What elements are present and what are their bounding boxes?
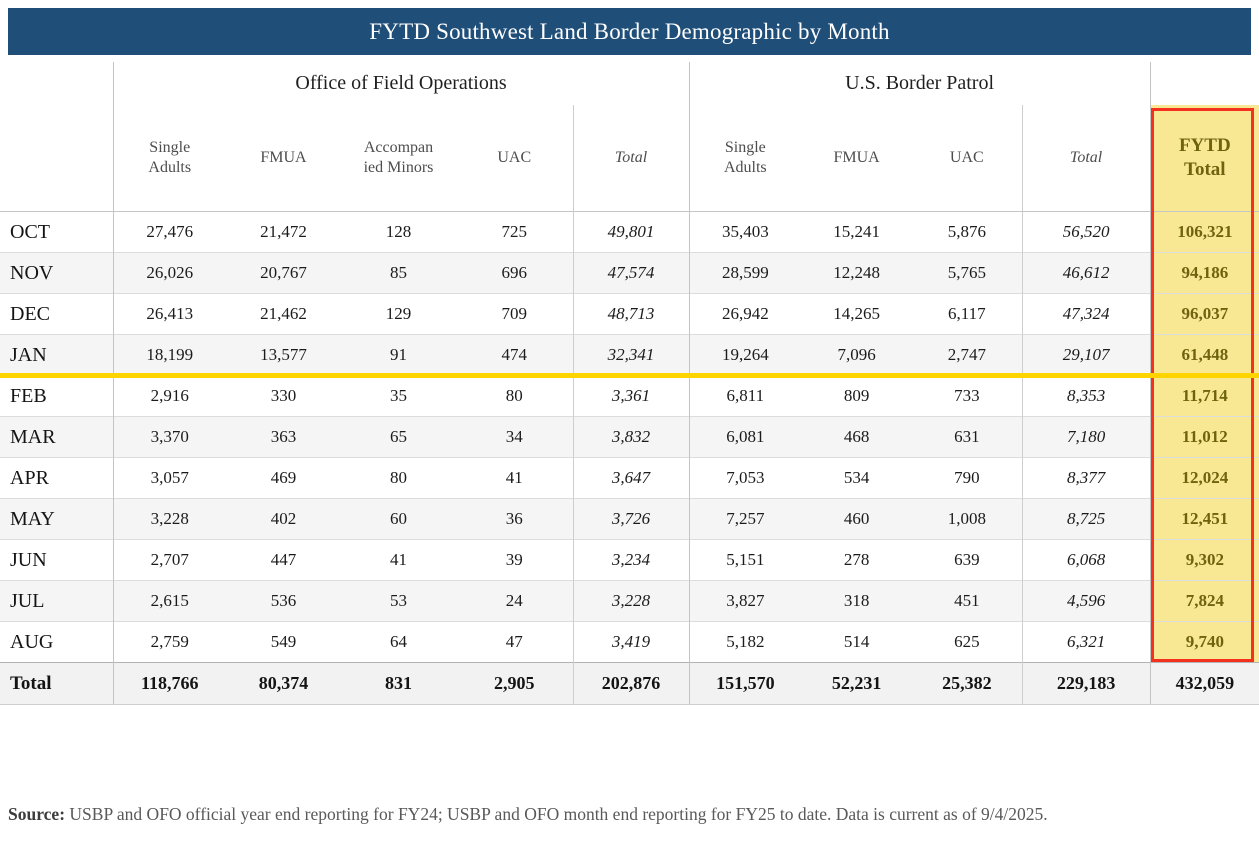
- cell-ofo-accompanied-minors: 53: [341, 581, 456, 622]
- cell-usbp-uac: 451: [912, 581, 1022, 622]
- table-footer: [0, 663, 1259, 705]
- cell-ofo-total: 47,574: [573, 253, 689, 294]
- total-cell: 202,876: [573, 663, 689, 705]
- month-label: DEC: [0, 294, 113, 335]
- cell-ofo-total: 3,234: [573, 540, 689, 581]
- total-row: [0, 663, 1259, 705]
- cell-fytd-total: 7,824: [1150, 581, 1259, 622]
- cell-ofo-total: 32,341: [573, 335, 689, 376]
- cell-ofo-fmua: 402: [226, 499, 341, 540]
- table-row: [0, 622, 1259, 663]
- total-cell: 229,183: [1022, 663, 1150, 705]
- total-cell-fytd: 432,059: [1150, 663, 1259, 705]
- total-cell: 118,766: [113, 663, 226, 705]
- cell-usbp-single-adults: 19,264: [689, 335, 801, 376]
- cell-usbp-total: 4,596: [1022, 581, 1150, 622]
- cell-ofo-uac: 36: [456, 499, 573, 540]
- cell-usbp-fmua: 468: [801, 417, 912, 458]
- table-row: [0, 253, 1259, 294]
- cell-ofo-uac: 696: [456, 253, 573, 294]
- cell-ofo-fmua: 549: [226, 622, 341, 663]
- col-header-ofo-single-adults: Single Adults: [113, 105, 226, 212]
- cell-usbp-single-adults: 5,151: [689, 540, 801, 581]
- cell-ofo-total: 3,419: [573, 622, 689, 663]
- cell-usbp-total: 8,725: [1022, 499, 1150, 540]
- cell-usbp-fmua: 14,265: [801, 294, 912, 335]
- corner-blank-cell: [0, 62, 113, 105]
- cell-usbp-uac: 6,117: [912, 294, 1022, 335]
- cell-ofo-single-adults: 3,228: [113, 499, 226, 540]
- cell-usbp-single-adults: 3,827: [689, 581, 801, 622]
- cell-ofo-single-adults: 3,370: [113, 417, 226, 458]
- col-header-ofo-fmua: FMUA: [226, 105, 341, 212]
- cell-ofo-accompanied-minors: 129: [341, 294, 456, 335]
- fytd-blank-cell: [1150, 62, 1259, 105]
- cell-usbp-total: 47,324: [1022, 294, 1150, 335]
- cell-usbp-uac: 5,765: [912, 253, 1022, 294]
- cell-usbp-fmua: 278: [801, 540, 912, 581]
- cell-usbp-uac: 631: [912, 417, 1022, 458]
- cell-ofo-accompanied-minors: 91: [341, 335, 456, 376]
- cell-usbp-fmua: 12,248: [801, 253, 912, 294]
- cell-ofo-uac: 24: [456, 581, 573, 622]
- total-cell: 151,570: [689, 663, 801, 705]
- cell-fytd-total: 94,186: [1150, 253, 1259, 294]
- cell-fytd-total: 96,037: [1150, 294, 1259, 335]
- cell-ofo-total: 3,832: [573, 417, 689, 458]
- month-label: MAY: [0, 499, 113, 540]
- table-row: [0, 540, 1259, 581]
- cell-ofo-total: 3,361: [573, 376, 689, 417]
- cell-usbp-total: 6,321: [1022, 622, 1150, 663]
- cell-usbp-fmua: 7,096: [801, 335, 912, 376]
- cell-ofo-uac: 725: [456, 212, 573, 253]
- cell-usbp-single-adults: 35,403: [689, 212, 801, 253]
- col-header-fytd-total: FYTD Total: [1150, 105, 1259, 212]
- column-header-row: [0, 105, 1259, 212]
- cell-usbp-uac: 790: [912, 458, 1022, 499]
- cell-usbp-total: 7,180: [1022, 417, 1150, 458]
- col-header-usbp-single-adults: Single Adults: [689, 105, 801, 212]
- table-row: [0, 335, 1259, 376]
- table-row: [0, 581, 1259, 622]
- total-row-label: Total: [0, 663, 113, 705]
- section-header-ofo: Office of Field Operations: [113, 62, 689, 105]
- source-text: USBP and OFO official year end reporting for FY24; USBP and OFO month end reporting for FY25 to date. Data is current as of 9/4/2025.: [65, 804, 1048, 824]
- total-cell: 80,374: [226, 663, 341, 705]
- month-label: JAN: [0, 335, 113, 376]
- cell-fytd-total: 61,448: [1150, 335, 1259, 376]
- table-title-bar: [8, 8, 1251, 55]
- demographics-table: [0, 62, 1259, 705]
- cell-fytd-total: 12,024: [1150, 458, 1259, 499]
- cell-usbp-fmua: 318: [801, 581, 912, 622]
- col-header-usbp-total: Total: [1022, 105, 1150, 212]
- cell-usbp-total: 8,377: [1022, 458, 1150, 499]
- cell-usbp-fmua: 514: [801, 622, 912, 663]
- section-header-row: [0, 62, 1259, 105]
- cell-ofo-single-adults: 27,476: [113, 212, 226, 253]
- cell-usbp-single-adults: 7,257: [689, 499, 801, 540]
- cell-ofo-single-adults: 2,759: [113, 622, 226, 663]
- col-header-ofo-uac: UAC: [456, 105, 573, 212]
- table-row: [0, 294, 1259, 335]
- cell-ofo-fmua: 21,462: [226, 294, 341, 335]
- source-label: Source:: [8, 804, 66, 824]
- total-cell: 52,231: [801, 663, 912, 705]
- cell-usbp-fmua: 15,241: [801, 212, 912, 253]
- table-header: [0, 62, 1259, 212]
- cell-usbp-total: 29,107: [1022, 335, 1150, 376]
- month-label: OCT: [0, 212, 113, 253]
- table-row: [0, 458, 1259, 499]
- cell-ofo-fmua: 469: [226, 458, 341, 499]
- cell-usbp-total: 6,068: [1022, 540, 1150, 581]
- cell-ofo-fmua: 21,472: [226, 212, 341, 253]
- cell-ofo-single-adults: 2,615: [113, 581, 226, 622]
- total-cell: 831: [341, 663, 456, 705]
- cell-usbp-fmua: 534: [801, 458, 912, 499]
- cell-ofo-accompanied-minors: 128: [341, 212, 456, 253]
- cell-ofo-accompanied-minors: 64: [341, 622, 456, 663]
- cell-usbp-fmua: 460: [801, 499, 912, 540]
- table-row: [0, 212, 1259, 253]
- cell-usbp-uac: 1,008: [912, 499, 1022, 540]
- cell-ofo-fmua: 20,767: [226, 253, 341, 294]
- cell-fytd-total: 12,451: [1150, 499, 1259, 540]
- cell-ofo-uac: 474: [456, 335, 573, 376]
- cell-usbp-single-adults: 28,599: [689, 253, 801, 294]
- total-cell: 2,905: [456, 663, 573, 705]
- cell-usbp-total: 56,520: [1022, 212, 1150, 253]
- cell-ofo-uac: 709: [456, 294, 573, 335]
- month-label: NOV: [0, 253, 113, 294]
- cell-ofo-uac: 34: [456, 417, 573, 458]
- cell-ofo-single-adults: 2,707: [113, 540, 226, 581]
- table-body: [0, 212, 1259, 663]
- cell-usbp-total: 46,612: [1022, 253, 1150, 294]
- cell-fytd-total: 106,321: [1150, 212, 1259, 253]
- cell-usbp-single-adults: 6,811: [689, 376, 801, 417]
- month-label: FEB: [0, 376, 113, 417]
- month-label: AUG: [0, 622, 113, 663]
- cell-ofo-single-adults: 26,413: [113, 294, 226, 335]
- cell-ofo-fmua: 536: [226, 581, 341, 622]
- cell-ofo-accompanied-minors: 85: [341, 253, 456, 294]
- month-label: MAR: [0, 417, 113, 458]
- month-label: JUL: [0, 581, 113, 622]
- month-label: JUN: [0, 540, 113, 581]
- table-row: [0, 499, 1259, 540]
- cell-ofo-fmua: 330: [226, 376, 341, 417]
- source-note: [8, 801, 1249, 828]
- cell-ofo-accompanied-minors: 60: [341, 499, 456, 540]
- col-header-usbp-uac: UAC: [912, 105, 1022, 212]
- table-row: [0, 376, 1259, 417]
- cell-ofo-total: 49,801: [573, 212, 689, 253]
- cell-usbp-uac: 5,876: [912, 212, 1022, 253]
- col-header-usbp-fmua: FMUA: [801, 105, 912, 212]
- cell-ofo-uac: 39: [456, 540, 573, 581]
- cell-ofo-fmua: 13,577: [226, 335, 341, 376]
- cell-usbp-fmua: 809: [801, 376, 912, 417]
- cell-usbp-total: 8,353: [1022, 376, 1150, 417]
- cell-usbp-uac: 2,747: [912, 335, 1022, 376]
- table-title: FYTD Southwest Land Border Demographic by Month: [369, 18, 890, 44]
- month-column-blank-cell: [0, 105, 113, 212]
- section-header-usbp: U.S. Border Patrol: [689, 62, 1150, 105]
- cell-ofo-single-adults: 2,916: [113, 376, 226, 417]
- cell-ofo-fmua: 363: [226, 417, 341, 458]
- cell-ofo-uac: 47: [456, 622, 573, 663]
- month-label: APR: [0, 458, 113, 499]
- cell-ofo-total: 3,647: [573, 458, 689, 499]
- table-row: [0, 417, 1259, 458]
- cell-ofo-accompanied-minors: 35: [341, 376, 456, 417]
- cell-ofo-fmua: 447: [226, 540, 341, 581]
- cell-ofo-single-adults: 18,199: [113, 335, 226, 376]
- cell-ofo-accompanied-minors: 80: [341, 458, 456, 499]
- cell-usbp-single-adults: 26,942: [689, 294, 801, 335]
- total-cell: 25,382: [912, 663, 1022, 705]
- cell-usbp-single-adults: 6,081: [689, 417, 801, 458]
- cell-fytd-total: 11,012: [1150, 417, 1259, 458]
- cell-fytd-total: 11,714: [1150, 376, 1259, 417]
- cell-fytd-total: 9,302: [1150, 540, 1259, 581]
- cell-usbp-uac: 733: [912, 376, 1022, 417]
- cell-ofo-total: 3,726: [573, 499, 689, 540]
- cell-fytd-total: 9,740: [1150, 622, 1259, 663]
- cell-usbp-single-adults: 5,182: [689, 622, 801, 663]
- col-header-ofo-total: Total: [573, 105, 689, 212]
- cell-ofo-uac: 41: [456, 458, 573, 499]
- cell-ofo-accompanied-minors: 65: [341, 417, 456, 458]
- cell-usbp-uac: 639: [912, 540, 1022, 581]
- col-header-ofo-accompanied-minors: Accompanied Minors: [341, 105, 456, 212]
- cell-usbp-single-adults: 7,053: [689, 458, 801, 499]
- cell-ofo-accompanied-minors: 41: [341, 540, 456, 581]
- cell-ofo-single-adults: 26,026: [113, 253, 226, 294]
- cell-ofo-single-adults: 3,057: [113, 458, 226, 499]
- cell-ofo-uac: 80: [456, 376, 573, 417]
- cell-usbp-uac: 625: [912, 622, 1022, 663]
- cell-ofo-total: 3,228: [573, 581, 689, 622]
- cell-ofo-total: 48,713: [573, 294, 689, 335]
